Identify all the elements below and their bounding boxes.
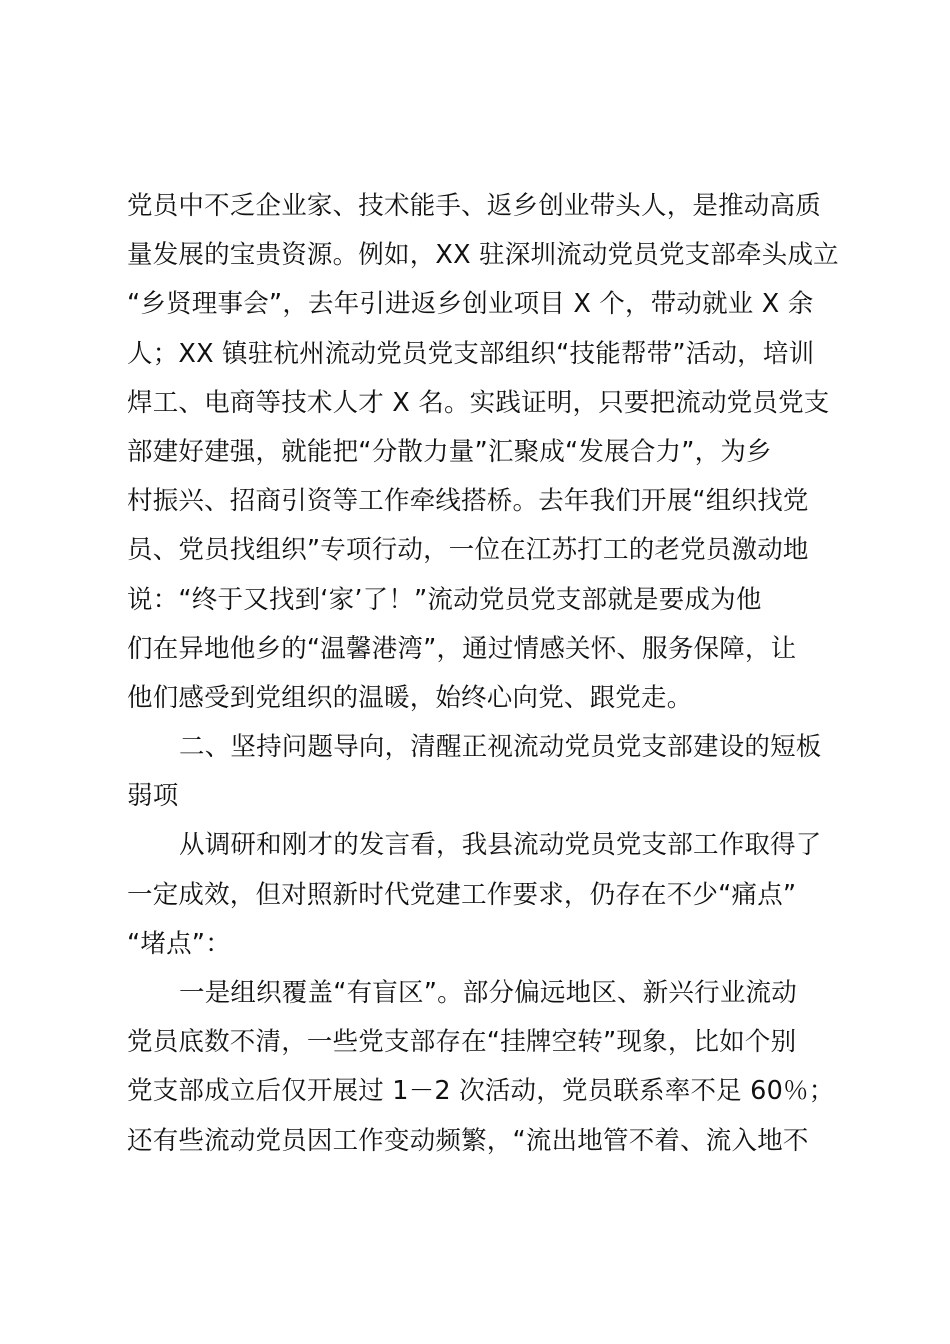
- text-line: 村振兴、招商引资等工作牵线搭桥。去年我们开展“组织找党: [127, 486, 809, 517]
- text-line: 党员底数不清，一些党支部存在“挂牌空转”现象，比如个别: [127, 1027, 797, 1058]
- text-line: 一定成效，但对照新时代党建工作要求，仍存在不少“痛点”: [127, 879, 797, 910]
- section-heading-line: 弱项: [127, 781, 179, 812]
- text-line: 们在异地他乡的“温馨港湾”，通过情感关怀、服务保障，让: [127, 633, 797, 664]
- text-line: 部建好建强，就能把“分散力量”汇聚成“发展合力”，为乡: [127, 436, 772, 467]
- text-line: 说：“终于又找到‘家’了！”流动党员党支部就是要成为他: [127, 584, 762, 615]
- text-line: 一是组织覆盖“有盲区”。部分偏远地区、新兴行业流动: [179, 978, 797, 1008]
- text-line: 他们感受到党组织的温暖，始终心向党、跟党走。: [127, 682, 693, 713]
- text-line: 从调研和刚才的发言看，我县流动党员党支部工作取得了: [179, 830, 822, 861]
- text-line: 党支部成立后仅开展过 1－2 次活动，党员联系率不足 60％；: [127, 1076, 835, 1107]
- text-line: 党员中不乏企业家、技术能手、返乡创业带头人，是推动高质: [127, 191, 821, 221]
- text-line: 量发展的宝贵资源。例如，XX 驻深圳流动党员党支部牵头成立: [127, 240, 839, 271]
- text-line: 员、党员找组织”专项行动，一位在江苏打工的老党员激动地: [127, 535, 809, 566]
- text-line: 焊工、电商等技术人才 X 名。实践证明，只要把流动党员党支: [127, 387, 830, 418]
- text-line: “堵点”：: [127, 928, 231, 959]
- body-text: [127, 182, 839, 1166]
- section-heading-line: 二、坚持问题导向，清醒正视流动党员党支部建设的短板: [179, 732, 822, 763]
- text-line: 还有些流动党员因工作变动频繁，“流出地管不着、流入地不: [127, 1125, 809, 1156]
- text-line: 人；XX 镇驻杭州流动党员党支部组织“技能帮带”活动，培训: [127, 338, 815, 369]
- text-line: “乡贤理事会”，去年引进返乡创业项目 X 个，带动就业 X 余: [127, 289, 814, 320]
